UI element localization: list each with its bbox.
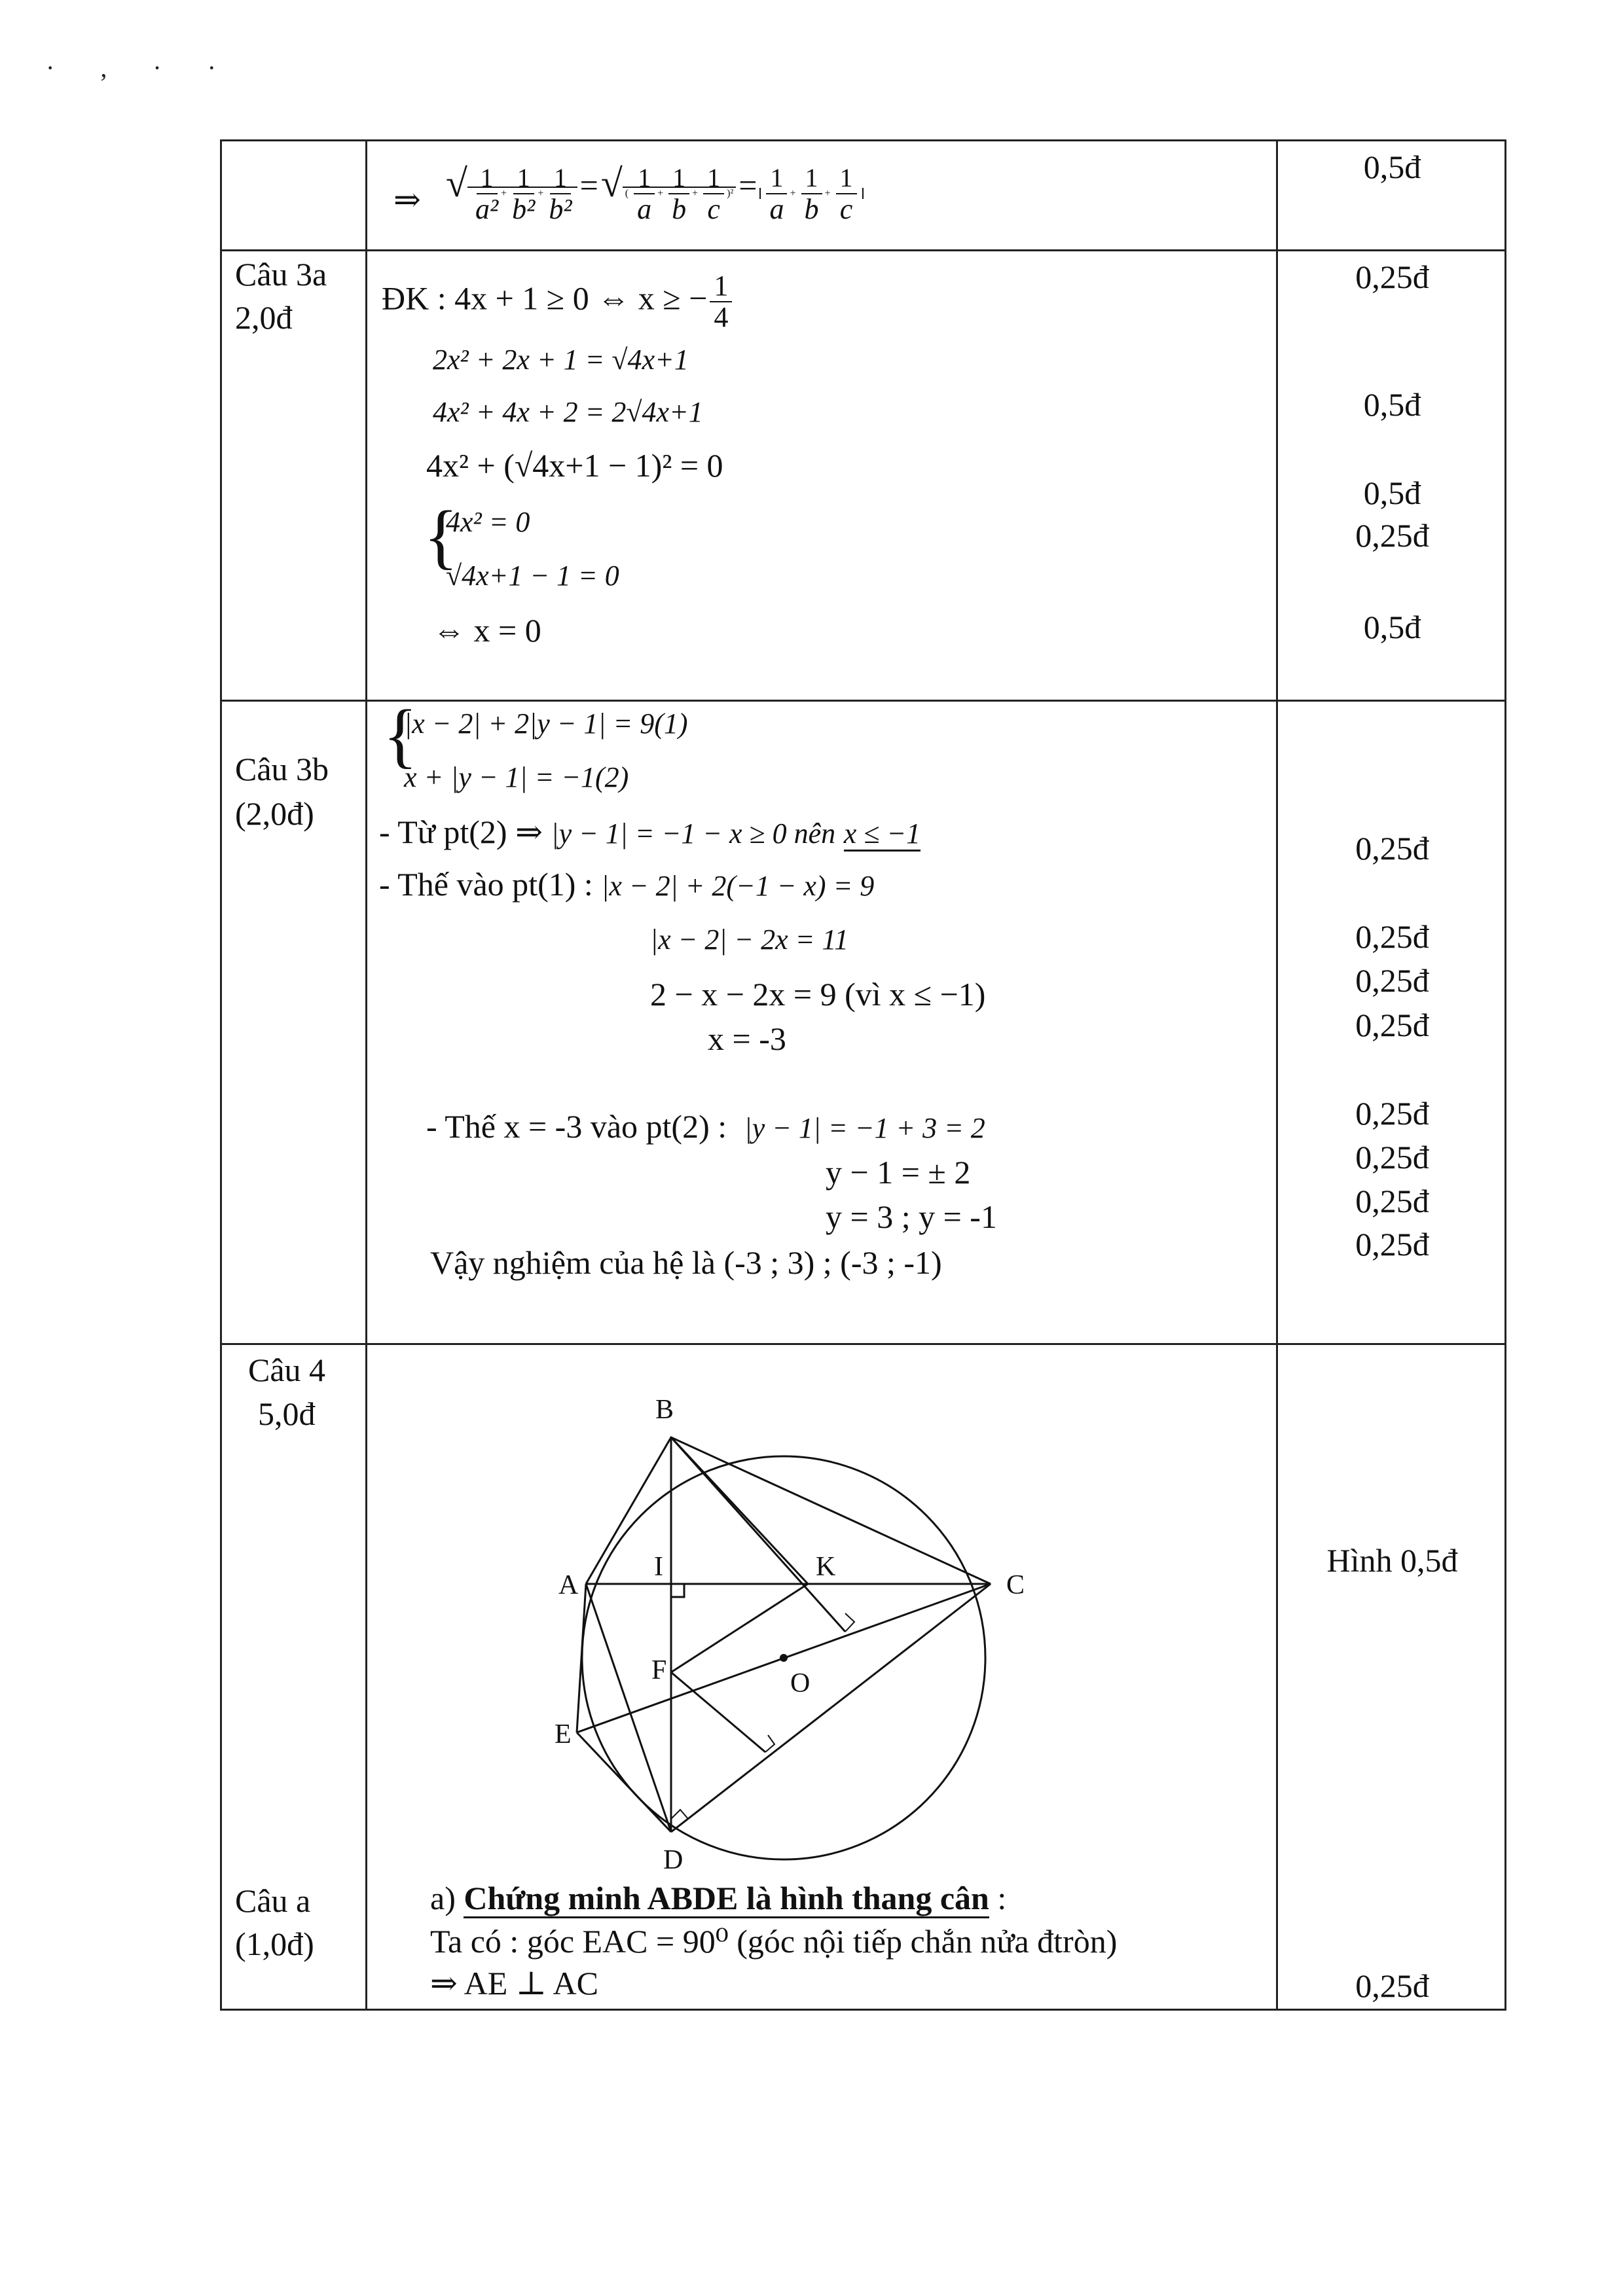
label-f: F [651, 1655, 667, 1685]
score: 0,25đ [1355, 1095, 1429, 1132]
line-bk [671, 1437, 808, 1584]
line-ae [577, 1584, 586, 1732]
label-o: O [790, 1668, 811, 1698]
system-equation-1: |x − 2| + 2|y − 1| = 9(1) [404, 708, 688, 740]
score: 0,25đ [1355, 830, 1429, 867]
score-cell [1277, 141, 1506, 251]
right-angle-mark [765, 1735, 775, 1752]
solution-cell [367, 251, 1277, 701]
equation-line: 4x² + 4x + 2 = 2√4x+1 [433, 396, 703, 428]
score: 0,25đ [1355, 1226, 1429, 1263]
question-label: Câu 3b [235, 751, 329, 787]
equation-line: 4x² + (√4x+1 − 1)² = 0 [426, 447, 723, 484]
step-line: 2 − x − 2x = 9 (vì x ≤ −1) [650, 976, 986, 1013]
equation-line: 4x² = 0 [446, 506, 530, 538]
score: 0,25đ [1355, 918, 1429, 955]
line-ad [586, 1584, 671, 1832]
part-a-line: ⇒ AE ⊥ AC [430, 1965, 599, 2001]
system-equation-2: x + |y − 1| = −1(2) [404, 761, 629, 793]
label-cell [221, 141, 367, 251]
score: 0,25đ [1355, 1139, 1429, 1175]
step-line: - Thế vào pt(1) : |x − 2| + 2(−1 − x) = 9 [379, 866, 875, 903]
label-d: D [663, 1845, 684, 1875]
domain-condition: ĐK : 4x + 1 ≥ 0 ⇔ x ≥ − $\frac{1}{4}$ [382, 271, 735, 332]
score: 0,5đ [1363, 609, 1421, 645]
label-c: C [1006, 1570, 1025, 1600]
question-points: (2,0đ) [235, 795, 314, 832]
score-figure: Hình 0,5đ [1326, 1542, 1458, 1579]
geometry-figure [557, 1371, 1029, 1895]
step-line: y − 1 = ± 2 [826, 1154, 971, 1191]
system-brace: { [383, 695, 418, 775]
part-a-line: Ta có : góc EAC = 90⁰ (góc nội tiếp chắn nửa đtròn) [430, 1923, 1118, 1960]
score-cell [1277, 701, 1506, 1344]
question-points: 5,0đ [258, 1395, 316, 1432]
solution-cell [367, 141, 1277, 251]
label-a: A [558, 1570, 579, 1600]
label-k: K [816, 1552, 836, 1582]
row-cau-3b [221, 701, 1506, 1344]
label-e: E [555, 1719, 572, 1749]
line-dc [671, 1584, 991, 1832]
center-point-o [780, 1654, 788, 1662]
score: 0,5đ [1363, 149, 1421, 185]
solution-cell [367, 695, 1277, 1344]
sqrt-identity: √ $\frac{1}{\text{a²}}$ + $\frac{1}{\text{b²}}$ + $\frac{1}{\text{b²}}$ = √ ( $\frac{1}{a}$ + $\frac{1}{b}$ + $\frac{1}{c}$ )² = $\frac{1}{a}$ + $\frac{1}{b}$ + $\frac{1}{c}$ [446, 161, 864, 224]
result-line: ⇔ x = 0 [433, 612, 541, 649]
equation-line: √4x+1 − 1 = 0 [446, 560, 619, 592]
step-line: y = 3 ; y = -1 [826, 1198, 997, 1235]
score: 0,25đ [1355, 259, 1429, 295]
score-cell [1277, 1344, 1506, 2010]
row-cau-3a [221, 251, 1506, 701]
answer-table [220, 139, 1506, 2011]
label-i: I [654, 1552, 663, 1582]
right-angle-mark [845, 1613, 854, 1632]
line-f-perp [671, 1672, 765, 1752]
right-angle-i [671, 1584, 684, 1597]
right-angle-d [671, 1810, 688, 1819]
label-cell [221, 701, 367, 1344]
step-line: x = -3 [708, 1020, 786, 1057]
question-label: Câu 4 [248, 1352, 326, 1388]
score: 0,25đ [1355, 1967, 1429, 2004]
score: 0,5đ [1363, 386, 1421, 423]
system-brace: { [424, 496, 458, 576]
question-points: 2,0đ [235, 299, 293, 336]
label-b: B [655, 1395, 674, 1425]
step-line: |x − 2| − 2x = 11 [650, 924, 849, 956]
subquestion-points: (1,0đ) [235, 1926, 314, 1962]
label-cell [221, 251, 367, 701]
solution-cell [367, 1344, 1277, 2010]
step-line: - Từ pt(2) ⇒ |y − 1| = −1 − x ≥ 0 nên x ≤ −1 [379, 814, 921, 850]
label-cell [221, 1344, 367, 2010]
question-label: Câu 3a [235, 256, 327, 293]
row-continuation [221, 141, 1506, 251]
score: 0,25đ [1355, 962, 1429, 999]
score: 0,25đ [1355, 517, 1429, 554]
part-a-heading: a) Chứng minh ABDE là hình thang cân : [430, 1879, 1006, 1917]
equation-line: 2x² + 2x + 1 = √4x+1 [433, 344, 689, 376]
line-ed [577, 1732, 671, 1832]
conclusion-line: Vậy nghiệm của hệ là (-3 ; 3) ; (-3 ; -1) [430, 1244, 942, 1281]
step-line: - Thế x = -3 vào pt(2) : |y − 1| = −1 + 3 = 2 [426, 1108, 985, 1145]
score: 0,25đ [1355, 1183, 1429, 1219]
subquestion-label: Câu a [235, 1882, 311, 1919]
corner-marks: · , · · [46, 53, 236, 82]
score-cell [1277, 251, 1506, 701]
score: 0,25đ [1355, 1007, 1429, 1043]
row-cau-4 [221, 1344, 1506, 2010]
score: 0,5đ [1363, 475, 1421, 511]
implies-arrow: ⇒ [393, 181, 421, 218]
